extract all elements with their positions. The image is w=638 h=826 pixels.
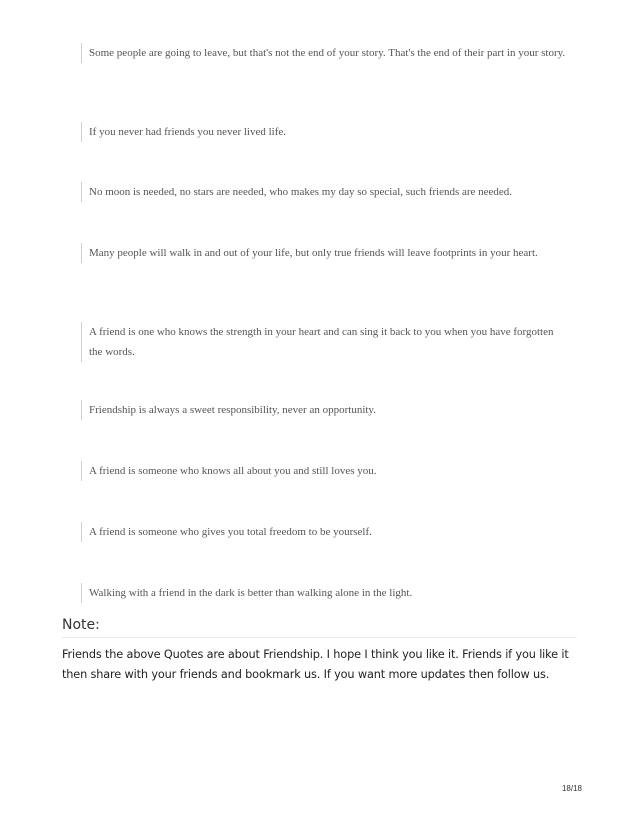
quote-block: Walking with a friend in the dark is better than walking alone in the light. (81, 583, 569, 603)
quote-block: Many people will walk in and out of your life, but only true friends will leave footprints in your heart. (81, 243, 569, 263)
quote-block: Friendship is always a sweet responsibility, never an opportunity. (81, 400, 569, 420)
quote-block: If you never had friends you never lived life. (81, 122, 569, 142)
quote-block: No moon is needed, no stars are needed, who makes my day so special, such friends are needed. (81, 182, 569, 202)
note-body: Friends the above Quotes are about Friendship. I hope I think you like it. Friends if you like it then share with your friends and bookmark us. If you want more updates then follow us. (62, 648, 569, 681)
quote-block: A friend is someone who gives you total freedom to be yourself. (81, 522, 569, 542)
quote-block: Some people are going to leave, but that's not the end of your story. That's the end of their part in your story. (81, 43, 569, 63)
note-heading: Note: (62, 617, 577, 638)
quote-block: A friend is someone who knows all about you and still loves you. (81, 461, 569, 481)
page-number: 18/18 (561, 784, 582, 793)
quote-block: A friend is one who knows the strength in your heart and can sing it back to you when you have forgotten the words. (81, 322, 569, 362)
